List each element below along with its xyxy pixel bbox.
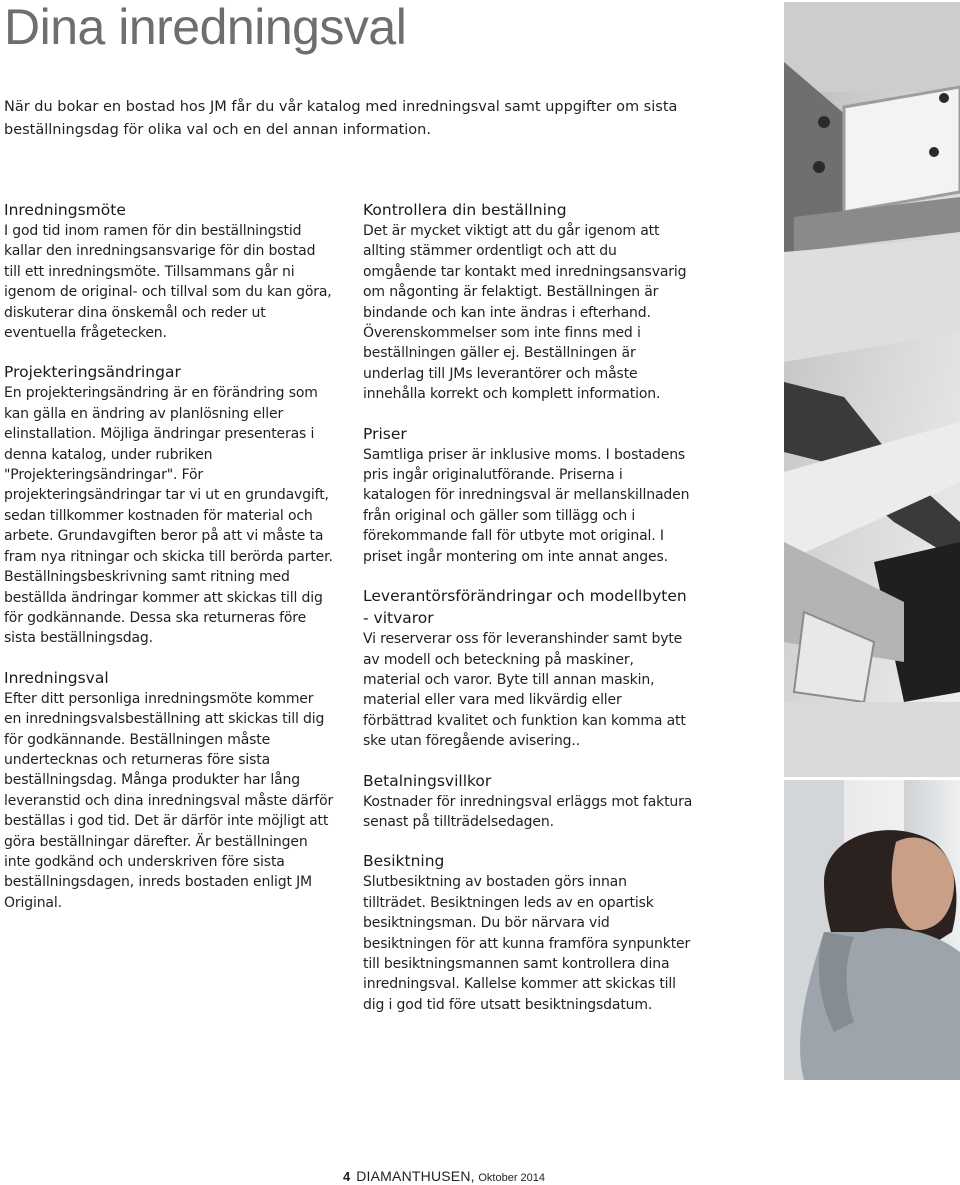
section-body: Det är mycket viktigt att du går igenom att allting stämmer ordentligt och att du omgående tar kontakt med inredningsansvarig om någonting är felaktigt. Beställningen är bindande och kan inte ändras i efterhand. Överenskommelser som inte finns med i beställningen gäller ej. Beställningen är underlag till JMs leverantörer och måste innehålla korrekt och komplett information. xyxy=(363,223,687,403)
side-photo xyxy=(784,2,960,1080)
section-priser xyxy=(363,423,693,567)
section-heading: Inredningsmöte xyxy=(4,201,126,219)
section-heading: Priser xyxy=(363,424,407,443)
page-title: Dina inredningsval xyxy=(4,0,407,55)
intro-text: När du bokar en bostad hos JM får du vår katalog med inredningsval samt uppgifter om sista beställningsdag för olika val och en del annan information. xyxy=(4,99,678,138)
section-kontrollera xyxy=(363,199,693,405)
section-leverantor xyxy=(363,585,693,751)
section-body: Samtliga priser är inklusive moms. I bostadens pris ingår originalutförande. Priserna i katalogen för inredningsval är mellanskillnaden från original och gäller som tillägg och i förekommande fall för utbyte mot original. I priset ingår montering om inte annat anges. xyxy=(363,446,690,565)
section-projekteringsandringar xyxy=(4,361,334,648)
right-column xyxy=(363,199,693,1033)
issue-date: Oktober 2014 xyxy=(478,1172,546,1184)
section-body: Efter ditt personliga inredningsmöte kommer en inredningsvalsbeställning att skickas till dig för godkännande. Beställningen måste undertecknas och returneras före sista beställningsdag. Många produkter har lång leveranstid och dina inredningsval måste därför beställas i god tid. Det är därför inte möjligt att göra beställningar därefter. Är beställningen inte godkänd och underskriven före sista beställningsdagen, inreds bostaden enligt JM Original. xyxy=(4,690,334,911)
section-heading: Projekteringsändringar xyxy=(4,363,181,382)
section-body: Vi reserverar oss för leveranshinder samt byte av modell och beteckning på maskiner, material och varor. Byte till annan maskin, material eller vara med likvärdig eller förbättrad kvalitet och funktion kan komma att ske utan föregående avisering.. xyxy=(363,631,686,750)
section-heading: Inredningsval xyxy=(4,668,109,687)
section-heading: Kontrollera din beställning xyxy=(363,201,567,219)
section-heading: Leverantörsförändringar och modellbyten - vitvaror xyxy=(363,587,687,628)
section-inredningsval xyxy=(4,667,334,913)
section-besiktning xyxy=(363,850,693,1015)
section-heading: Besiktning xyxy=(363,852,445,871)
section-body: En projekteringsändring är en förändring som kan gälla en ändring av planlösning eller elinstallation. Möjliga ändringar presenteras i denna katalog, under rubriken "Projekteringsändringar". För projekteringsändringar tar vi ut en grundavgift, sedan tillkommer kostnaden för material och arbete. Grundavgiften beror på att vi måste ta fram nya ritningar och skicka till berörda parter. Beställningsbeskrivning samt ritning med beställda ändringar kommer att skickas till dig för godkännande. Dessa ska returneras före sista beställningsdag. xyxy=(4,385,333,647)
page-number: 4 xyxy=(343,1169,351,1184)
left-column xyxy=(4,199,334,931)
section-body: Kostnader för inredningsval erläggs mot faktura senast på tillträdelsedagen. xyxy=(363,793,693,830)
page-footer xyxy=(343,1168,545,1184)
section-body: Slutbesiktning av bostaden görs innan tillträdet. Besiktningen leds av en opartisk besiktningsman. Du bör närvara vid besiktningen för att kunna framföra synpunkter till besiktningsmannen samt kontrollera dina inredningsval. Kallelse kommer att skickas till dig i god tid före utsatt besiktningsdatum. xyxy=(363,874,691,1013)
section-heading: Betalningsvillkor xyxy=(363,771,492,790)
section-betalningsvillkor xyxy=(363,770,693,833)
section-inredningsmote xyxy=(4,199,334,343)
section-body: I god tid inom ramen för din beställningstid kallar den inredningsansvarige för din bostad till ett inredningsmöte. Tillsammans går ni igenom de original- och tillval som du kan göra, diskuterar dina önskemål och reder ut eventuella frågetecken. xyxy=(4,223,332,342)
magazine-name: DIAMANTHUSEN, xyxy=(356,1168,475,1184)
